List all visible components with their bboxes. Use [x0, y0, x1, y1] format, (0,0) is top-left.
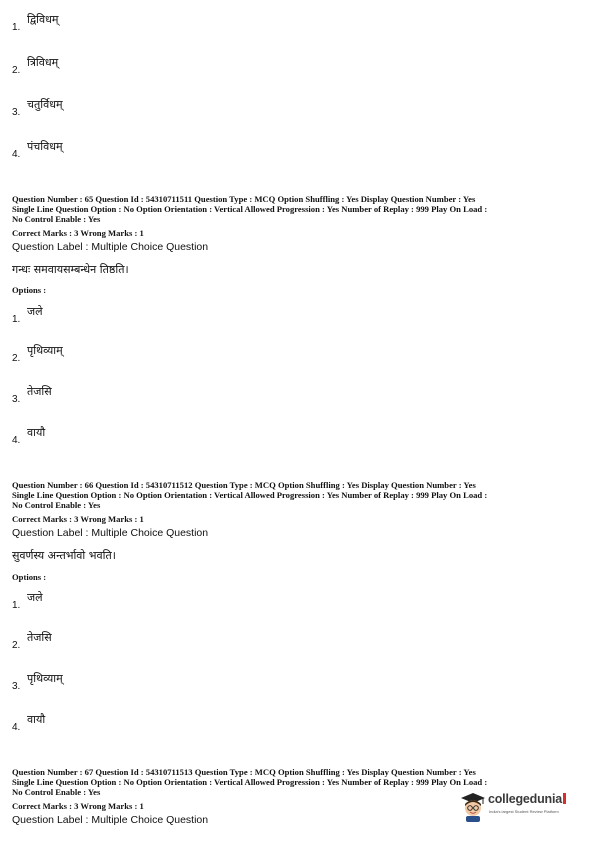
option-number: 1. — [12, 22, 21, 33]
meta-line: No Control Enable : Yes — [12, 214, 101, 224]
option-text: पंचविधम् — [27, 140, 63, 153]
options-heading: Options : — [12, 285, 47, 295]
option-text: वायौ — [27, 426, 46, 439]
brand-name — [488, 792, 566, 806]
marks-info: Correct Marks : 3 Wrong Marks : 1 — [12, 801, 144, 811]
question-meta — [12, 480, 587, 510]
brand-tagline: India's largest Student Review Platform — [489, 809, 559, 814]
meta-line: No Control Enable : Yes — [12, 500, 101, 510]
option-number: 4. — [12, 435, 21, 446]
meta-line: Question Number : 67 Question Id : 54310711513 Question Type : MCQ Option Shuffling : Yes Display Question Number : Yes — [12, 767, 476, 777]
option-number: 3. — [12, 107, 21, 118]
question-text: गन्धः समवायसम्बन्धेन तिष्ठति। — [12, 263, 129, 276]
option-text: चतुर्विधम् — [27, 98, 63, 111]
option-number: 2. — [12, 65, 21, 76]
option-text: तेजसि — [27, 385, 52, 398]
student-avatar-icon — [460, 792, 486, 822]
option-number: 2. — [12, 640, 21, 651]
collegedunia-logo — [460, 790, 575, 824]
option-number: 3. — [12, 394, 21, 405]
meta-line: Single Line Question Option : No Option Orientation : Vertical Allowed Progression : Yes Number of Replay : 999 Play On Load : — [12, 204, 488, 214]
option-text: वायौ — [27, 713, 46, 726]
option-number: 4. — [12, 722, 21, 733]
brand-text: collegedunia — [488, 792, 563, 806]
option-number: 1. — [12, 600, 21, 611]
option-text: त्रिविधम् — [27, 56, 59, 69]
option-number: 3. — [12, 681, 21, 692]
option-text: पृथिव्याम् — [27, 344, 63, 357]
option-text: जले — [27, 591, 43, 604]
question-meta — [12, 194, 587, 224]
option-number: 2. — [12, 353, 21, 364]
brand-accent-bar — [563, 793, 566, 804]
option-number: 1. — [12, 314, 21, 325]
marks-info: Correct Marks : 3 Wrong Marks : 1 — [12, 514, 144, 524]
question-label: Question Label : Multiple Choice Question — [12, 241, 209, 253]
meta-line: Question Number : 65 Question Id : 54310711511 Question Type : MCQ Option Shuffling : Yes Display Question Number : Yes — [12, 194, 476, 204]
meta-line: Single Line Question Option : No Option Orientation : Vertical Allowed Progression : Yes Number of Replay : 999 Play On Load : — [12, 777, 488, 787]
marks-info: Correct Marks : 3 Wrong Marks : 1 — [12, 228, 144, 238]
meta-line: Single Line Question Option : No Option Orientation : Vertical Allowed Progression : Yes Number of Replay : 999 Play On Load : — [12, 490, 488, 500]
option-number: 4. — [12, 149, 21, 160]
question-text: सुवर्णस्य अन्तर्भावो भवति। — [12, 549, 116, 562]
meta-line: Question Number : 66 Question Id : 54310711512 Question Type : MCQ Option Shuffling : Yes Display Question Number : Yes — [12, 480, 476, 490]
option-text: जले — [27, 305, 43, 318]
option-text: तेजसि — [27, 631, 52, 644]
option-text: द्विविधम् — [27, 13, 59, 26]
option-text: पृथिव्याम् — [27, 672, 63, 685]
question-label: Question Label : Multiple Choice Question — [12, 814, 209, 826]
options-heading: Options : — [12, 572, 47, 582]
meta-line: No Control Enable : Yes — [12, 787, 101, 797]
question-label: Question Label : Multiple Choice Question — [12, 527, 209, 539]
